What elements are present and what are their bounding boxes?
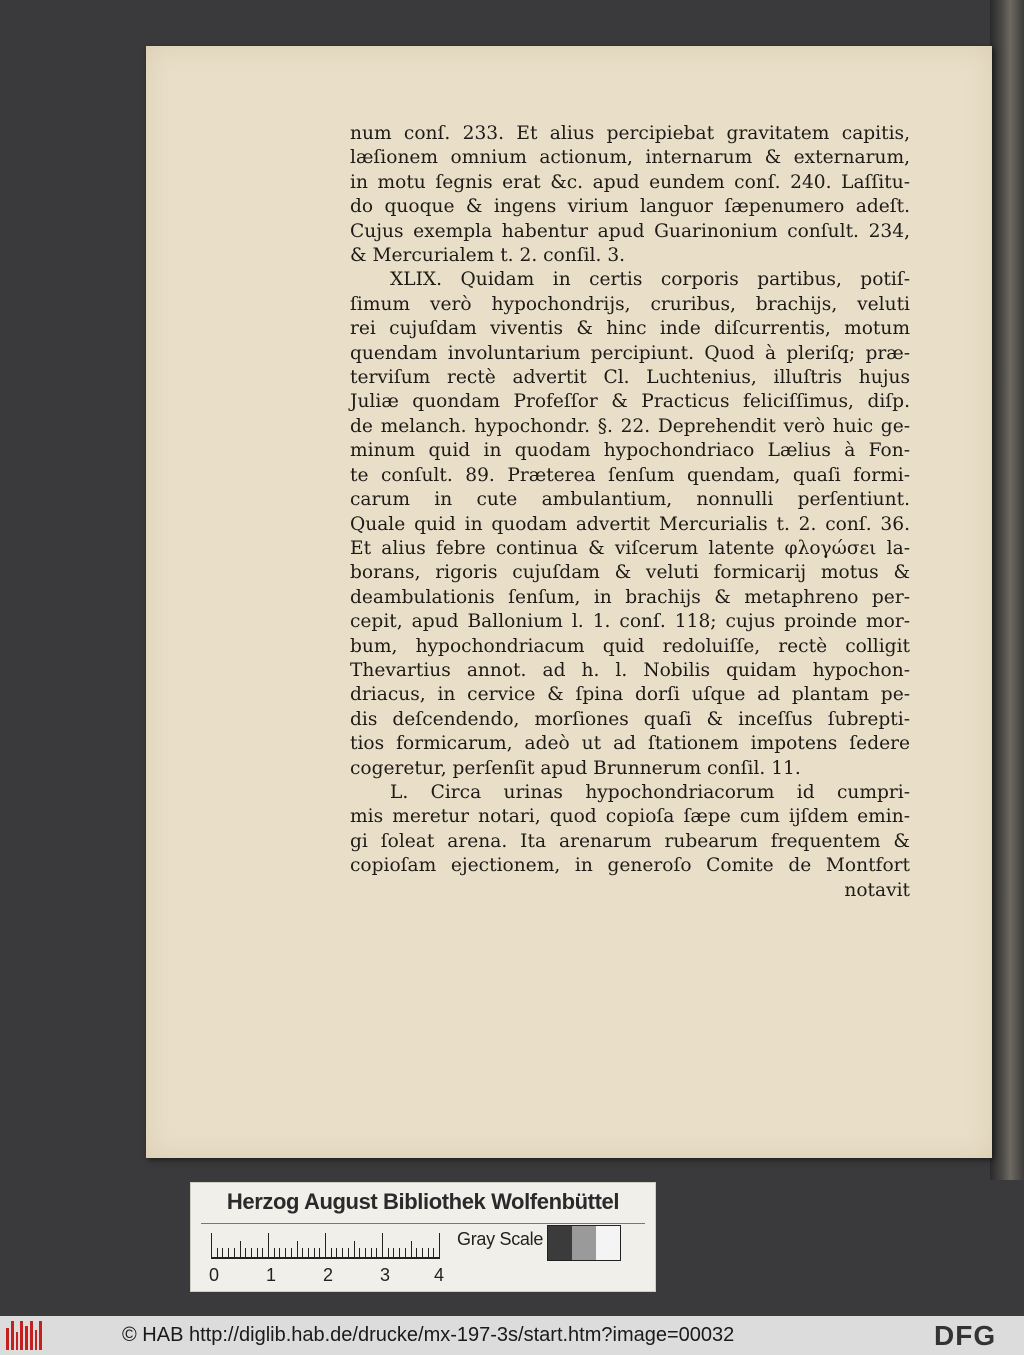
ruler-tick: [359, 1248, 360, 1259]
ruler-tick: [228, 1248, 229, 1259]
ruler-tick: [331, 1248, 332, 1259]
ruler-number: 1: [266, 1265, 277, 1285]
measurement-ruler: [211, 1231, 441, 1261]
divider: [201, 1223, 645, 1224]
text-line: cogeretur, perſenſit apud Brunnerum conſil. 11.: [350, 757, 801, 779]
ruler-tick: [274, 1248, 275, 1259]
ruler-tick: [211, 1233, 212, 1259]
book-page-edge: [990, 0, 1024, 1180]
text-line: in motu ſegnis erat &c. apud eundem conſ. 240. Laſſitu-: [350, 171, 910, 193]
ruler-tick: [393, 1248, 394, 1259]
ruler-tick: [251, 1248, 252, 1259]
ruler-number: 4: [434, 1265, 445, 1285]
ruler-tick: [217, 1248, 218, 1259]
text-line: driacus, in cervice & ſpina dorſi uſque ad plantam pe-: [350, 684, 910, 706]
gray-patch-mid: [572, 1226, 596, 1260]
ruler-number: 2: [323, 1265, 334, 1285]
ruler-tick: [348, 1248, 349, 1259]
section-xlix-start: XLIX. Quidam in certis corporis partibus, potiſ-: [390, 269, 910, 291]
text-line: quendam involuntarium percipiunt. Quod à pleriſq; præ-: [350, 342, 910, 364]
ruler-tick: [245, 1248, 246, 1259]
ruler-tick: [422, 1248, 423, 1259]
text-line: Juliæ quondam Profeſſor & Practicus feliciſſimus, diſp.: [350, 391, 910, 413]
gray-patch-light: [596, 1226, 620, 1260]
text-line: læſionem omnium actionum, internarum & externarum,: [350, 147, 910, 169]
ruler-tick: [240, 1241, 241, 1259]
ruler-tick: [336, 1248, 337, 1259]
ruler-tick: [222, 1248, 223, 1259]
ruler-tick: [262, 1248, 263, 1259]
ruler-tick: [342, 1248, 343, 1259]
text-line: Thevartius annot. ad h. l. Nobilis quidam hypochon-: [350, 659, 910, 681]
ruler-tick: [302, 1248, 303, 1259]
ruler-tick: [325, 1233, 326, 1259]
ruler-tick: [405, 1248, 406, 1259]
text-line: gi ſoleat arena. Ita arenarum rubearum frequentem &: [350, 830, 910, 852]
text-line: dis deſcendendo, morſiones quaſi & inceſſus ſubrepti-: [350, 708, 910, 730]
ruler-tick: [411, 1241, 412, 1259]
text-line: Cujus exempla habentur apud Guarinonium conſult. 234,: [350, 220, 910, 242]
library-name: Herzog August Bibliothek Wolfenbüttel: [226, 1189, 620, 1214]
book-page: [146, 46, 992, 1158]
ruler-tick: [354, 1241, 355, 1259]
ruler-tick: [376, 1248, 377, 1259]
ruler-tick: [291, 1248, 292, 1259]
text-line: mis meretur notari, quod copioſa ſæpe cum ijſdem emin-: [350, 806, 910, 828]
text-line: num conſ. 233. Et alius percipiebat gravitatem capitis,: [350, 123, 910, 144]
text-line: tios formicarum, adeò ut ad ſtationem impotens ſedere: [350, 733, 910, 755]
ruler-tick: [234, 1248, 235, 1259]
color-target-card: [190, 1182, 656, 1292]
ruler-tick: [297, 1241, 298, 1259]
ruler-number: 0: [209, 1265, 220, 1285]
text-line: de melanch. hypochondr. §. 22. Deprehendit verò huic ge-: [350, 415, 910, 437]
ruler-tick: [257, 1248, 258, 1259]
text-line: minum quid in quodam hypochondriaco Lælius à Fon-: [350, 440, 910, 462]
ruler-tick: [439, 1233, 440, 1259]
gray-scale-patches: [547, 1225, 621, 1261]
ruler-tick: [382, 1233, 383, 1259]
copyright-link[interactable]: © HAB http://diglib.hab.de/drucke/mx-197-3s/start.htm?image=00032: [122, 1324, 735, 1346]
text-line: bum, hypochondriacum quid redoluiſſe, rectè colligit: [350, 635, 910, 657]
ruler-tick: [416, 1248, 417, 1259]
gray-scale-label: Gray Scale: [457, 1229, 544, 1249]
ruler-tick: [319, 1248, 320, 1259]
ruler-tick: [308, 1248, 309, 1259]
text-line: carum in cute ambulantium, nonnulli perſentiunt.: [350, 489, 910, 511]
ruler-tick: [388, 1248, 389, 1259]
text-line: terviſum rectè advertit Cl. Luchtenius, illuſtris hujus: [350, 367, 910, 389]
ruler-tick: [433, 1248, 434, 1259]
ruler-tick: [399, 1248, 400, 1259]
text-line: borans, rigoris cujuſdam & veluti formicarij motus &: [350, 562, 910, 584]
text-line: Et alius febre continua & viſcerum latente φλογώσει la-: [350, 537, 910, 559]
text-line: ſimum verò hypochondrijs, cruribus, brachijs, veluti: [350, 293, 910, 315]
text-line: rei cujuſdam viventis & hinc inde diſcurrentis, motum: [350, 318, 910, 340]
gray-patch-dark: [548, 1226, 572, 1260]
barcode-icon: [6, 1321, 42, 1350]
ruler-tick: [279, 1248, 280, 1259]
text-line: te conſult. 89. Præterea ſenſum quendam, quaſi formi-: [350, 464, 910, 486]
page-text: [350, 122, 910, 903]
text-line: copioſam ejectionem, in generoſo Comite de Montfort: [350, 855, 910, 877]
ruler-tick: [371, 1248, 372, 1259]
catchword: notavit: [844, 879, 910, 901]
text-line: deambulationis ſenſum, in brachijs & metaphreno per-: [350, 586, 910, 608]
ruler-number: 3: [380, 1265, 391, 1285]
text-line: & Mercurialem t. 2. conſil. 3.: [350, 245, 626, 267]
text-line: Quale quid in quodam advertit Mercurialis t. 2. conſ. 36.: [350, 513, 910, 535]
ruler-tick: [285, 1248, 286, 1259]
dfg-logo: DFG: [934, 1320, 997, 1351]
ruler-tick: [314, 1248, 315, 1259]
text-line: do quoque & ingens virium languor ſæpenumero adeſt.: [350, 196, 910, 218]
text-line: cepit, apud Ballonium l. 1. conſ. 118; cujus proinde mor-: [350, 611, 910, 633]
section-l-start: L. Circa urinas hypochondriacorum id cumpri-: [390, 781, 910, 803]
ruler-tick: [268, 1233, 269, 1259]
viewer-footer: [0, 1316, 1024, 1355]
ruler-tick: [365, 1248, 366, 1259]
ruler-tick: [428, 1248, 429, 1259]
